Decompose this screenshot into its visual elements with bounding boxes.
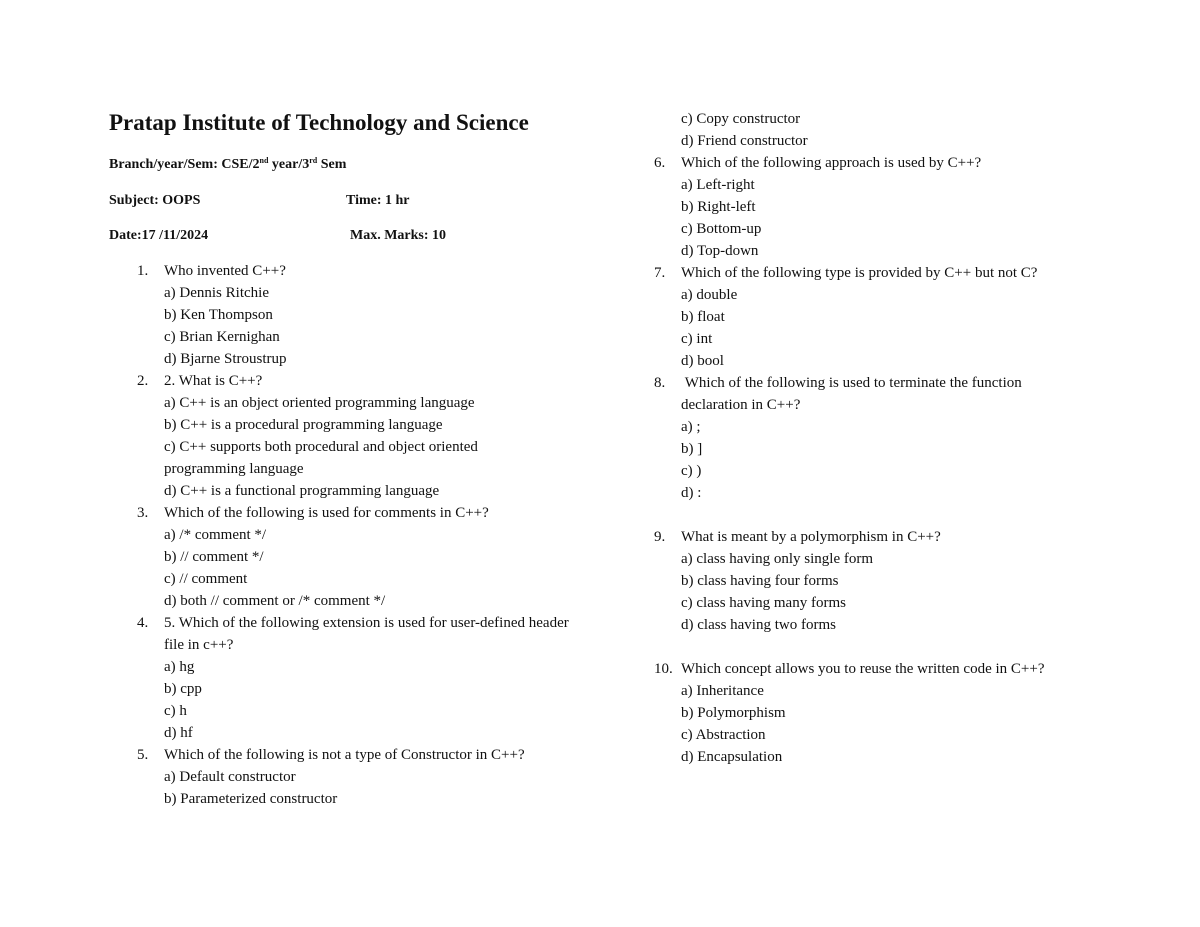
question-5 (137, 744, 577, 810)
option: c) Brian Kernighan (164, 329, 280, 345)
question-number: 9. (654, 529, 666, 545)
branch-sup-2: rd (309, 156, 318, 165)
branch-suffix: Sem (317, 157, 347, 172)
option: c) // comment (164, 571, 248, 587)
option: b) float (681, 309, 725, 325)
option: a) Dennis Ritchie (164, 285, 269, 301)
option: d) bool (681, 353, 724, 369)
question-1 (137, 260, 577, 370)
option: a) Left-right (681, 177, 755, 193)
option: b) Parameterized constructor (164, 791, 338, 807)
option: b) ] (681, 441, 703, 457)
option: d) hf (164, 725, 193, 741)
option: c) C++ supports both procedural and object oriented programming language (164, 439, 478, 477)
question-text: What is meant by a polymorphism in C++? (681, 529, 941, 545)
branch-sup-1: nd (259, 156, 269, 165)
option: d) Bjarne Stroustrup (164, 351, 287, 367)
question-number: 8. (654, 375, 666, 391)
option: b) Polymorphism (681, 705, 786, 721)
question-text: 5. Which of the following extension is used for user-defined header file in c++? (164, 615, 569, 653)
option: b) C++ is a procedural programming language (164, 417, 443, 433)
question-text: Which of the following is not a type of Constructor in C++? (164, 747, 525, 763)
option: b) class having four forms (681, 573, 839, 589)
question-2 (137, 370, 577, 502)
questions-left-column (137, 260, 577, 810)
option: d) C++ is a functional programming language (164, 483, 440, 499)
question-7 (654, 262, 1114, 372)
question-text: Who invented C++? (164, 263, 286, 279)
question-number: 4. (137, 615, 149, 631)
question-number: 6. (654, 155, 666, 171)
question-8 (654, 372, 1114, 504)
option: b) Right-left (681, 199, 756, 215)
question-3 (137, 502, 577, 612)
option: c) Copy constructor (681, 111, 801, 127)
option: d) : (681, 485, 702, 501)
option: c) Abstraction (681, 727, 766, 743)
branch-year-sem (109, 157, 346, 173)
branch-mid: year/3 (268, 157, 310, 172)
subject: Subject: OOPS (109, 193, 201, 208)
question-text: Which of the following type is provided by C++ but not C? (681, 265, 1038, 281)
option: c) h (164, 703, 187, 719)
question-10 (654, 658, 1114, 768)
option: d) Friend constructor (681, 133, 808, 149)
question-6 (654, 152, 1114, 262)
option: a) double (681, 287, 738, 303)
option: d) class having two forms (681, 617, 836, 633)
question-5-continued (654, 108, 1114, 152)
question-number: 5. (137, 747, 149, 763)
question-number: 10. (654, 661, 673, 677)
option: c) int (681, 331, 713, 347)
option: d) both // comment or /* comment */ (164, 593, 386, 609)
question-4 (137, 612, 577, 744)
option: a) C++ is an object oriented programming language (164, 395, 475, 411)
date: Date:17 /11/2024 (109, 228, 209, 243)
question-text: Which concept allows you to reuse the written code in C++? (681, 661, 1045, 677)
question-text: Which of the following approach is used by C++? (681, 155, 982, 171)
option: a) Default constructor (164, 769, 296, 785)
option: a) ; (681, 419, 701, 435)
option: b) Ken Thompson (164, 307, 273, 323)
question-number: 3. (137, 505, 149, 521)
question-number: 1. (137, 263, 149, 279)
branch-prefix: Branch/year/Sem: CSE/2 (109, 157, 260, 172)
option: d) Top-down (681, 243, 759, 259)
question-number: 7. (654, 265, 666, 281)
question-9 (654, 526, 1114, 636)
option: a) class having only single form (681, 551, 874, 567)
option: c) ) (681, 463, 702, 479)
document-title: Pratap Institute of Technology and Science (109, 110, 529, 135)
question-text: 2. What is C++? (164, 373, 263, 389)
option: b) // comment */ (164, 549, 264, 565)
option: d) Encapsulation (681, 749, 783, 765)
option: a) hg (164, 659, 195, 675)
max-marks: Max. Marks: 10 (350, 228, 447, 243)
option: a) /* comment */ (164, 527, 267, 543)
question-text: Which of the following is used to terminate the function declaration in C++? (681, 375, 1026, 413)
question-text: Which of the following is used for comments in C++? (164, 505, 489, 521)
option: c) class having many forms (681, 595, 846, 611)
questions-right-column (654, 108, 1114, 768)
option: c) Bottom-up (681, 221, 762, 237)
time: Time: 1 hr (346, 193, 410, 208)
option: a) Inheritance (681, 683, 764, 699)
question-number: 2. (137, 373, 149, 389)
option: b) cpp (164, 681, 202, 697)
